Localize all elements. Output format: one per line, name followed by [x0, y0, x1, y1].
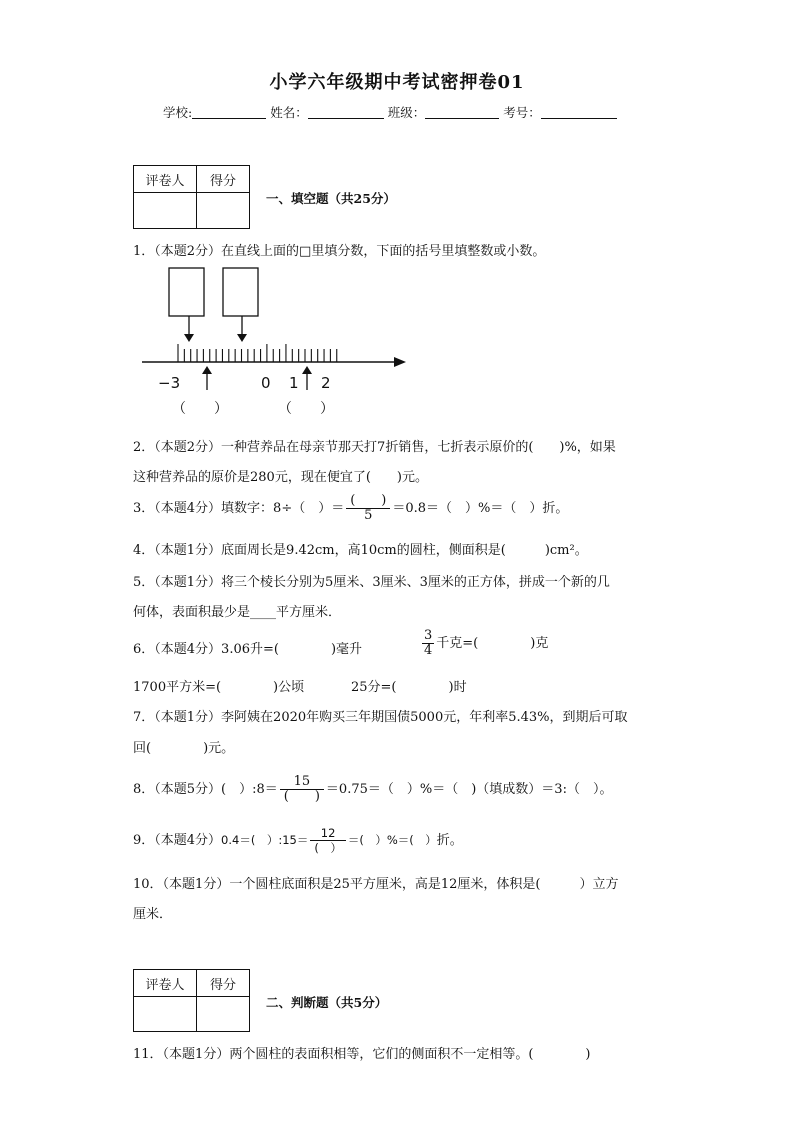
label-1: 1	[289, 374, 299, 392]
q8-denominator[interactable]: ( )	[283, 789, 320, 804]
score-table-1	[133, 165, 250, 229]
class-blank	[425, 105, 499, 119]
question-1: 1．（本题2分）在直线上面的□里填分数，下面的括号里填整数或小数。	[133, 244, 546, 259]
name-label: 姓名：	[270, 105, 308, 120]
question-5-line1: 5．（本题1分）将三个棱长分别为5厘米、3厘米、3厘米的正方体，拼成一个新的几	[133, 575, 610, 590]
number-line-figure	[130, 262, 420, 422]
q9-numerator: 12	[310, 826, 346, 841]
paren-answer-1[interactable]: （ ）	[172, 401, 228, 417]
label-minus-3: −3	[158, 374, 181, 392]
question-7-line1: 7．（本题1分）李阿姨在2020年购买三年期国债5000元，年利率5.43%，到期后可取	[133, 710, 628, 725]
q9-pre: 9．（本题4分）	[133, 833, 222, 848]
q8-post: ＝0.75＝（ ）%＝（ )（填成数）＝3:（ ）。	[325, 782, 613, 797]
grader-header: 评卷人	[134, 166, 197, 193]
q9-fraction	[310, 826, 346, 855]
score-header: 得分	[197, 166, 250, 193]
question-6-part2	[420, 629, 548, 658]
class-label: 班级：	[387, 105, 426, 120]
q3-pre: 3．（本题4分）填数字：8÷（ ）＝	[133, 501, 345, 516]
question-2-line1: 2．（本题2分）一种营养品在母亲节那天打7折销售，七折表示原价的( )%，如果	[133, 440, 616, 455]
q6-denominator: 4	[424, 643, 433, 658]
section1-heading: 一、填空题（共25分）	[266, 191, 396, 206]
question-8	[133, 775, 612, 804]
paren-answer-2[interactable]: （ ）	[278, 401, 334, 417]
question-7-line2: 回( )元。	[133, 741, 235, 756]
down-arrowhead-1	[184, 334, 194, 342]
tick-marks	[178, 344, 337, 362]
question-3	[133, 494, 568, 523]
grader-header-2: 评卷人	[134, 970, 197, 997]
axis-arrowhead	[394, 357, 406, 367]
exam-no-label: 考号：	[503, 105, 541, 120]
up-arrowhead-1	[202, 366, 212, 374]
q9-denominator[interactable]: ( ）	[314, 841, 342, 855]
section2-heading: 二、判断题（共5分）	[266, 995, 388, 1010]
down-arrowhead-2	[237, 334, 247, 342]
exam-no-blank	[541, 105, 617, 119]
score-cell[interactable]	[197, 193, 250, 229]
question-4: 4．（本题1分）底面周长是9.42cm，高10cm的圆柱，侧面积是( )cm²。	[133, 543, 588, 558]
q3-numerator[interactable]: ( )	[346, 494, 390, 509]
grader-cell-2[interactable]	[134, 997, 197, 1032]
score-table-2	[133, 969, 250, 1032]
question-6-part4: 25分=( )时	[351, 680, 467, 695]
question-11: 11．（本题1分）两个圆柱的表面积相等，它们的侧面积不一定相等。( )	[133, 1047, 591, 1062]
page-title: 小学六年级期中考试密押卷01	[269, 72, 525, 93]
question-2-line2: 这种营养品的原价是280元，现在便宜了( )元。	[133, 470, 428, 485]
question-6-part1: 6．（本题4分）3.06升=( )毫升	[133, 642, 363, 657]
score-header-2: 得分	[197, 970, 250, 997]
q8-pre: 8．（本题5分）( ）:8＝	[133, 782, 278, 797]
score-cell-2[interactable]	[197, 997, 250, 1032]
label-2: 2	[321, 374, 331, 392]
question-9	[133, 826, 463, 855]
q6-numerator: 3	[424, 628, 433, 643]
q6-part2-text: 千克=( )克	[436, 636, 549, 651]
name-blank	[308, 105, 384, 119]
school-label: 学校:	[163, 105, 193, 120]
label-0: 0	[261, 374, 271, 392]
answer-box-2[interactable]	[223, 268, 258, 316]
school-blank	[192, 105, 266, 119]
question-6-part3: 1700平方米=( )公顷	[133, 680, 305, 695]
q3-denominator: 5	[364, 508, 373, 523]
q8-fraction	[280, 775, 324, 804]
student-info-line	[163, 103, 617, 121]
q3-fraction	[346, 494, 390, 523]
q9-post: 折。	[436, 833, 463, 848]
q8-numerator: 15	[280, 775, 324, 790]
q6-fraction	[422, 629, 434, 658]
answer-box-1[interactable]	[169, 268, 204, 316]
grader-cell[interactable]	[134, 193, 197, 229]
up-arrowhead-2	[302, 366, 312, 374]
q3-post: ＝0.8＝（ ）%＝（ ）折。	[392, 501, 569, 516]
question-10-line2: 厘米．	[133, 907, 173, 922]
question-10-line1: 10．（本题1分）一个圆柱底面积是25平方厘米，高是12厘米，体积是( ）立方	[133, 877, 619, 892]
q9-expr2: ＝( ）%＝( ）	[347, 833, 437, 847]
question-5-line2: 何体，表面积最少是____平方厘米．	[133, 605, 342, 620]
q9-expr1: 0.4＝( ）:15＝	[221, 833, 309, 847]
